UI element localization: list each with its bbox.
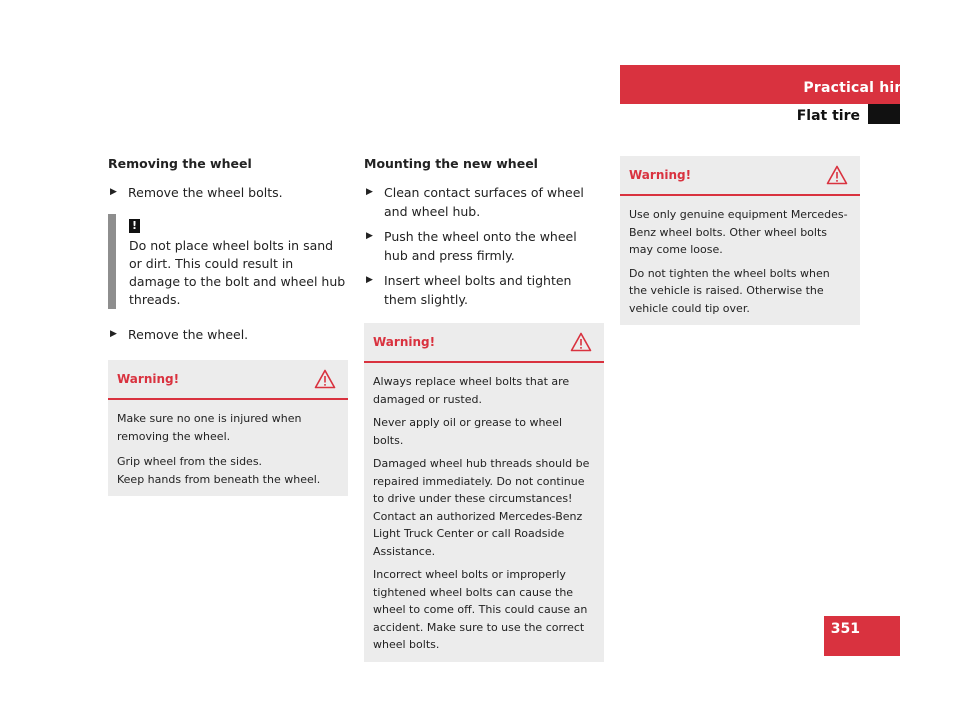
step-remove-bolts bbox=[108, 183, 348, 202]
warning-triangle-icon bbox=[826, 165, 848, 185]
arrow-right-icon: ▶ bbox=[366, 187, 373, 197]
step-text: Insert wheel bolts and tighten them slightly. bbox=[384, 273, 572, 307]
warning-header bbox=[364, 323, 604, 363]
warning-box bbox=[620, 156, 860, 325]
page-number: 351 bbox=[830, 621, 860, 637]
step-text: Remove the wheel bolts. bbox=[128, 185, 283, 200]
step-text: Push the wheel onto the wheel hub and press firmly. bbox=[384, 229, 577, 263]
step-insert-bolts bbox=[364, 271, 604, 309]
step-push-wheel bbox=[364, 227, 604, 265]
warning-paragraph: Damaged wheel hub threads should be repaired immediately. Do not continue to drive under these circumstances! Contact an authorized Mercedes-Benz Light Truck Center or call Roadside Assistance. bbox=[373, 457, 590, 558]
warning-paragraph: Make sure no one is injured when removing the wheel. bbox=[117, 412, 302, 443]
warning-title: Warning! bbox=[629, 168, 692, 182]
arrow-right-icon: ▶ bbox=[366, 231, 373, 241]
warning-line: Grip wheel from the sides. bbox=[117, 455, 263, 468]
warning-triangle-icon bbox=[314, 369, 336, 389]
section-title: Practical hints bbox=[803, 80, 920, 96]
warning-paragraph: Do not tighten the wheel bolts when the vehicle is raised. Otherwise the vehicle could tip over. bbox=[629, 266, 830, 315]
notice-text: Do not place wheel bolts in sand or dirt. This could result in damage to the bolt and wheel hub threads. bbox=[129, 238, 346, 307]
warning-body bbox=[108, 400, 348, 488]
heading-removing-wheel: Removing the wheel bbox=[108, 156, 252, 171]
warning-paragraph: Always replace wheel bolts that are damaged or rusted. bbox=[373, 375, 570, 406]
arrow-right-icon: ▶ bbox=[110, 187, 117, 197]
page-number-badge bbox=[824, 616, 900, 656]
notice-box bbox=[108, 214, 348, 309]
warning-body bbox=[364, 363, 604, 654]
warning-box bbox=[364, 323, 604, 662]
warning-paragraph: Use only genuine equipment Mercedes-Benz wheel bolts. Other wheel bolts may come loose. bbox=[629, 208, 848, 256]
column-removing-wheel bbox=[108, 156, 348, 496]
warning-body bbox=[620, 196, 860, 317]
warning-title: Warning! bbox=[373, 335, 436, 349]
column-warning bbox=[620, 156, 860, 325]
warning-paragraph bbox=[117, 453, 339, 488]
step-text: Remove the wheel. bbox=[128, 327, 249, 342]
step-text: Clean contact surfaces of wheel and wheel hub. bbox=[384, 185, 584, 219]
header-marker bbox=[868, 104, 900, 124]
notice-bar bbox=[108, 214, 116, 309]
subsection-title: Flat tire bbox=[796, 108, 860, 124]
exclamation-icon: ! bbox=[129, 219, 140, 233]
arrow-right-icon: ▶ bbox=[366, 275, 373, 285]
step-clean-surfaces bbox=[364, 183, 604, 221]
step-remove-wheel bbox=[108, 325, 348, 344]
warning-header bbox=[108, 360, 348, 400]
warning-triangle-icon bbox=[570, 332, 592, 352]
warning-line: Keep hands from beneath the wheel. bbox=[117, 472, 321, 486]
arrow-right-icon: ▶ bbox=[110, 329, 117, 339]
warning-paragraph: Never apply oil or grease to wheel bolts. bbox=[373, 416, 563, 447]
warning-box bbox=[108, 360, 348, 496]
warning-paragraph: Incorrect wheel bolts or improperly tightened wheel bolts can cause the wheel to come off. This could cause an accident. Make sure to use the correct wheel bolts. bbox=[373, 568, 588, 651]
warning-title: Warning! bbox=[117, 372, 180, 386]
column-mounting-wheel bbox=[364, 156, 604, 662]
heading-mounting-wheel: Mounting the new wheel bbox=[364, 156, 538, 171]
warning-header bbox=[620, 156, 860, 196]
